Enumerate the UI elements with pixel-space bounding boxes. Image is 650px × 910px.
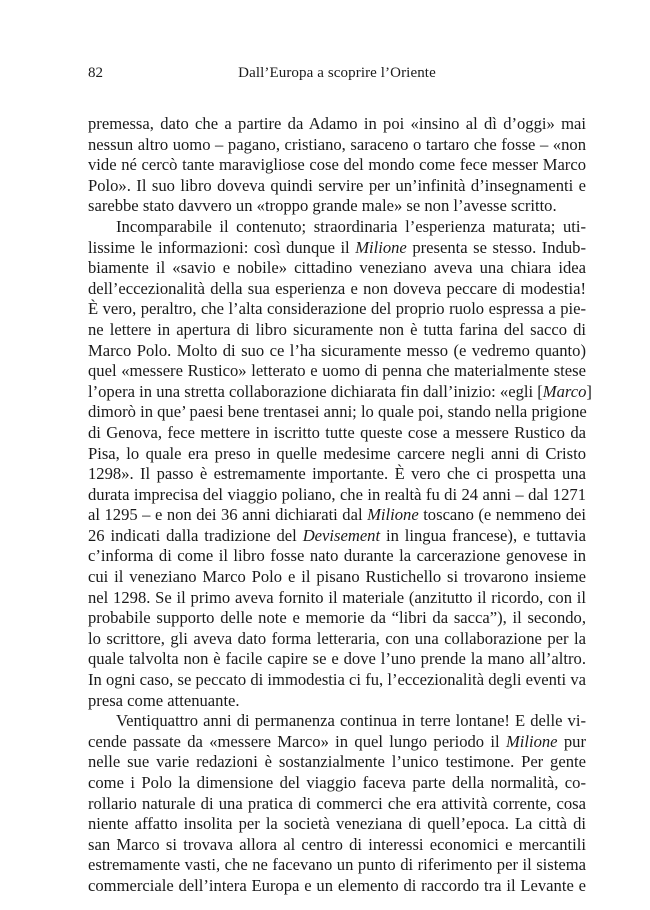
text-run: sarebbe stato davvero un «troppo grande male» se non l’avesse scritto. <box>88 196 557 216</box>
text-run: presenta se stesso. Indub- <box>406 237 586 257</box>
text-run: dell’eccezionalità della sua esperienza e non doveva peccare di modestia! <box>88 278 586 298</box>
text-run: estremamente vasti, che ne facevano un punto di riferimento per il sistema <box>88 855 586 875</box>
text-line <box>88 217 586 238</box>
text-line <box>88 155 586 176</box>
text-line <box>88 835 586 856</box>
text-line <box>88 691 586 712</box>
text-line <box>88 649 586 670</box>
text-line <box>88 402 586 423</box>
text-line <box>88 711 586 732</box>
italic-title: Milione <box>505 731 558 751</box>
text-line <box>88 855 586 876</box>
text-run: Polo». Il suo libro doveva quindi servire per un’infinità d’insegnamenti e <box>88 175 586 195</box>
text-line <box>88 546 586 567</box>
text-line <box>88 381 592 403</box>
page-number: 82 <box>88 65 103 81</box>
italic-title: Milione <box>355 237 407 257</box>
text-run: 1298». Il passo è estremamente importante. È vero che ci prospetta una <box>88 464 586 484</box>
text-run: in lingua francese), e tuttavia <box>380 525 587 545</box>
text-run: rollario naturale di una pratica di commerci che era attività corrente, cosa <box>88 793 586 813</box>
text-run: È vero, peraltro, che l’alta considerazione del proprio ruolo espressa a pie- <box>88 299 586 319</box>
text-line <box>88 773 586 794</box>
text-line <box>88 238 586 259</box>
text-run: Ventiquattro anni di permanenza continua in terre lontane! E delle vi- <box>116 711 586 731</box>
text-line <box>88 567 586 588</box>
text-run: durata imprecisa del viaggio poliano, che in realtà fu di 24 anni – dal 1271 <box>88 484 586 504</box>
text-run: c’informa di come il libro fosse nato durante la carcerazione genovese in <box>88 546 586 566</box>
text-line <box>88 588 586 609</box>
text-run: nelle sue varie redazioni è sostanzialmente l’unico testimone. Per gente <box>88 752 586 772</box>
running-title: Dall’Europa a scoprire l’Oriente <box>238 65 436 81</box>
text-line <box>88 485 586 506</box>
book-page <box>88 62 592 897</box>
text-run: l’opera in una stretta collaborazione dichiarata fin dall’inizio: «egli [ <box>88 381 543 401</box>
text-run: premessa, dato che a partire da Adamo in poi «insino al dì d’oggi» mai <box>88 114 586 133</box>
running-head <box>88 62 586 84</box>
text-line <box>88 114 586 135</box>
text-line <box>88 670 586 691</box>
text-run: Marco Polo. Molto di suo ce l’ha sicuramente messo (e vedremo quanto) <box>88 340 586 360</box>
text-run: cui il veneziano Marco Polo e il pisano Rustichello si trovarono insieme <box>88 567 586 587</box>
text-line <box>88 732 586 753</box>
text-line <box>88 794 586 815</box>
text-run: presa come attenuante. <box>88 690 240 710</box>
text-run: san Marco si trovava allora al centro di interessi economici e mercantili <box>88 834 586 854</box>
text-run: dimorò in que’ paesi bene trentasei anni; lo quale poi, stando nella prigione <box>88 402 587 422</box>
body-text <box>88 114 592 897</box>
text-run: pur <box>557 731 586 751</box>
italic-title: Marco <box>542 381 587 401</box>
text-run: nessun altro uomo – pagano, cristiano, saraceno o tartaro che fosse – «non <box>88 134 586 154</box>
text-line <box>88 444 586 465</box>
text-line <box>88 423 586 444</box>
text-run: quale talvolta non è facile capire se e dove l’uno prende la mano all’altro. <box>88 649 586 669</box>
text-run: cende passate da «messere Marco» in quel lungo periodo il <box>88 731 506 751</box>
text-line <box>88 876 586 897</box>
text-line <box>88 299 586 320</box>
text-run: ne lettere in apertura di libro sicuramente non è tutta farina del sacco di <box>88 319 586 339</box>
text-line <box>88 320 586 341</box>
text-line <box>88 526 586 547</box>
text-run: commerciale dell’intera Europa e un elemento di raccordo tra il Levante e <box>88 875 586 895</box>
paragraph <box>88 216 592 711</box>
text-run: lo scrittore, gli aveva dato forma letteraria, con una collaborazione per la <box>88 628 586 648</box>
text-run: vide né cercò tante maravigliose cose del mondo come fece messer Marco <box>88 155 586 175</box>
paragraph <box>88 711 586 896</box>
text-line <box>88 196 586 217</box>
text-line <box>88 608 586 629</box>
text-run: lissime le informazioni: così dunque il <box>88 237 356 257</box>
text-run: 26 indicati dalla tradizione del <box>88 525 303 545</box>
text-run: toscano (e nemmeno dei <box>418 505 586 525</box>
text-line <box>88 258 586 279</box>
text-run: al 1295 – e non dei 36 anni dichiarati dal <box>88 505 368 525</box>
text-line <box>88 629 586 650</box>
text-line <box>88 135 586 156</box>
text-run: biamente il «savio e nobile» cittadino veneziano aveva una chiara idea <box>88 258 586 278</box>
text-line <box>88 464 586 485</box>
text-line <box>88 752 586 773</box>
text-run: probabile supporto delle note e memorie da “libri da sacca”), il secondo, <box>88 608 586 628</box>
text-line <box>88 505 586 526</box>
text-run: Pisa, lo quale era preso in quelle medesime carcere negli anni di Cristo <box>88 443 586 463</box>
text-line <box>88 361 586 382</box>
text-line <box>88 176 586 197</box>
paragraph <box>88 114 586 217</box>
text-run: come i Polo la dimensione del viaggio faceva parte della normalità, co- <box>88 773 586 792</box>
text-line <box>88 279 586 300</box>
text-run: di Genova, fece mettere in iscritto tutte queste cose a messere Rustico da <box>88 422 586 442</box>
text-run: Incomparabile il contenuto; straordinaria l’esperienza maturata; uti- <box>116 216 586 236</box>
text-run: ] <box>586 381 592 401</box>
text-run: niente affatto insolita per la società veneziana di quell’epoca. La città di <box>88 814 586 834</box>
italic-title: Milione <box>367 505 419 525</box>
text-run: nel 1298. Se il primo aveva fornito il materiale (anzitutto il ricordo, con il <box>88 587 586 607</box>
text-run: In ogni caso, se peccato di immodestia ci fu, l’eccezionalità degli eventi va <box>88 670 586 690</box>
text-run: quel «messere Rustico» letterato e uomo di penna che materialmente stese <box>88 361 586 381</box>
text-line <box>88 341 586 362</box>
text-line <box>88 814 586 835</box>
italic-title: Devisement <box>302 525 381 545</box>
